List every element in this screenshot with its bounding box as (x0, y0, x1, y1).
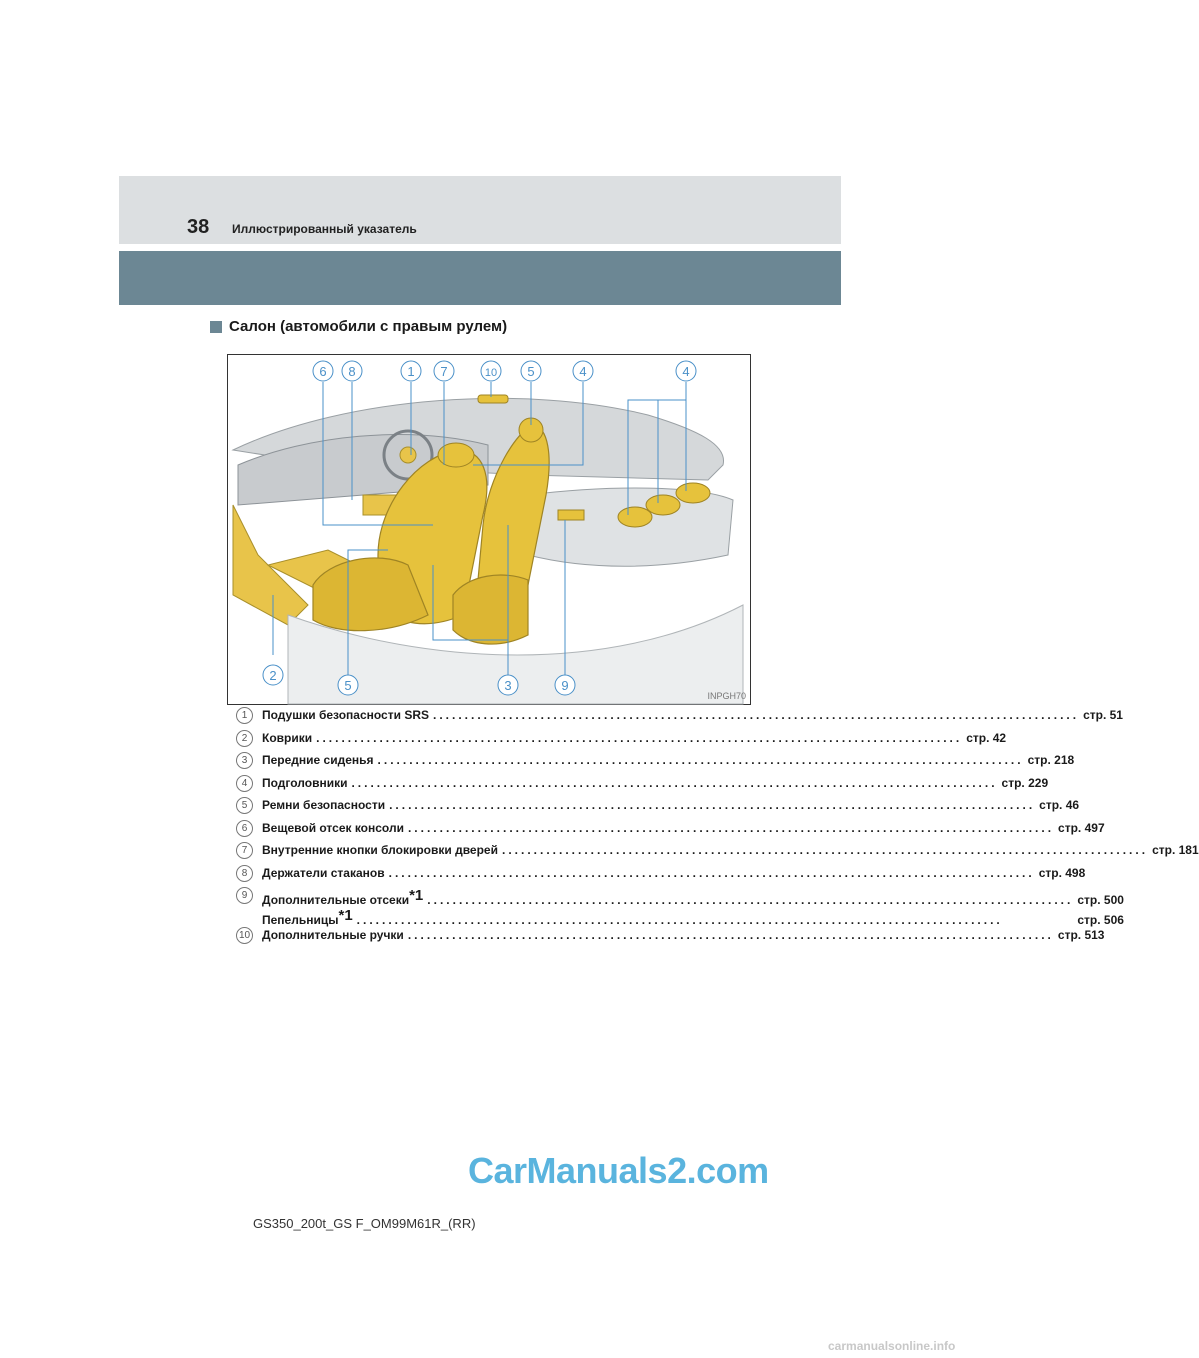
legend-label: Внутренние кнопки блокировки дверей (262, 843, 498, 857)
legend-dots: ...................................................................................................... (388, 865, 1035, 880)
legend-number: 3 (236, 752, 253, 769)
legend-item (236, 708, 1123, 731)
callout-5-bottom (338, 675, 358, 695)
callout-4-left (573, 361, 593, 381)
svg-text:7: 7 (440, 364, 448, 379)
legend-dots: ...................................................................................................... (351, 775, 998, 790)
interior-drawing (228, 355, 750, 704)
legend-item (236, 798, 1080, 821)
legend-label: Дополнительные отсеки*1 (262, 887, 424, 907)
svg-text:10: 10 (484, 367, 498, 379)
callout-4-right (676, 361, 696, 381)
legend-item (236, 820, 1105, 844)
legend-number: 9 (236, 887, 253, 904)
legend-item (236, 775, 1049, 799)
legend-dots: ...................................................................................................... (407, 820, 1055, 835)
footer-model-code: GS350_200t_GS F_OM99M61R_(RR) (253, 1216, 476, 1231)
callout-10 (481, 361, 501, 381)
svg-text:4: 4 (579, 364, 587, 379)
watermark-footer: carmanualsonline.info (828, 1339, 956, 1353)
callout-9 (555, 675, 575, 695)
legend-dots: ...................................................................................................... (407, 928, 1054, 942)
legend-dots: ...................................................................................................... (389, 798, 1036, 812)
legend-dots: ...................................................................................................... (427, 893, 1074, 907)
svg-text:2: 2 (269, 668, 277, 683)
legend-item (236, 887, 1124, 928)
legend-page: стр. 46 (1039, 798, 1080, 812)
callout-3 (498, 675, 518, 695)
svg-text:3: 3 (504, 678, 512, 693)
footnote-star: *1 (409, 887, 424, 904)
legend-number: 6 (236, 820, 253, 837)
legend-number: 7 (236, 842, 253, 859)
section-square-icon (210, 321, 222, 333)
legend-dots: ...................................................................................................... (356, 913, 1003, 927)
legend-page: стр. 500 (1077, 893, 1124, 907)
svg-text:4: 4 (682, 364, 690, 379)
legend-number: 2 (236, 730, 253, 747)
legend-page: стр. 229 (1001, 775, 1049, 790)
legend-page: стр. 51 (1083, 708, 1123, 722)
legend-page: стр. 42 (966, 730, 1007, 745)
callout-7 (434, 361, 454, 381)
legend-label: Держатели стаканов (262, 865, 385, 880)
legend-label: Подголовники (262, 775, 348, 790)
header-bar (119, 251, 841, 305)
svg-text:6: 6 (319, 364, 327, 379)
callout-6 (313, 361, 333, 381)
header-title: Иллюстрированный указатель (232, 222, 417, 236)
callout-1 (401, 361, 421, 381)
legend-page: стр. 498 (1038, 865, 1086, 880)
svg-text:5: 5 (344, 678, 352, 693)
legend-label: Коврики (262, 730, 313, 745)
legend-number: 5 (236, 797, 253, 814)
legend-item (236, 865, 1086, 889)
footnote-star: *1 (338, 907, 353, 924)
legend-page: стр. 497 (1058, 820, 1105, 835)
svg-text:8: 8 (348, 364, 356, 379)
legend-page: стр. 513 (1057, 928, 1105, 942)
legend-item (236, 928, 1105, 951)
legend-dots: ...................................................................................................... (501, 843, 1149, 857)
section-title (210, 318, 507, 335)
header-band (119, 176, 841, 244)
figure-code: INPGH70 (707, 691, 746, 701)
legend-number: 4 (236, 775, 253, 792)
svg-text:9: 9 (561, 678, 569, 693)
svg-text:5: 5 (527, 364, 535, 379)
legend-label: Передние сиденья (262, 753, 374, 767)
legend-page: стр. 218 (1027, 753, 1075, 767)
callout-2 (263, 665, 283, 685)
interior-illustration (227, 354, 751, 705)
legend-label: Пепельницы*1 (262, 907, 353, 927)
legend-item (236, 753, 1075, 776)
legend-dots: ...................................................................................................... (433, 708, 1080, 722)
legend-label: Ремни безопасности (262, 798, 386, 812)
callout-5-top (521, 361, 541, 381)
legend-list (236, 708, 1199, 951)
legend-label: Подушки безопасности SRS (262, 708, 429, 722)
legend-number: 10 (236, 927, 253, 944)
legend-page: стр. 181 (1152, 843, 1199, 857)
callout-8 (342, 361, 362, 381)
legend-label: Дополнительные ручки (262, 928, 404, 942)
legend-item (236, 730, 1007, 754)
legend-number: 1 (236, 707, 253, 724)
svg-text:1: 1 (407, 364, 415, 379)
legend-dots: ...................................................................................................... (377, 753, 1024, 767)
legend-item (236, 843, 1199, 866)
legend-label: Вещевой отсек консоли (262, 820, 404, 835)
legend-page: стр. 506 (1077, 913, 1124, 927)
watermark-logo: CarManuals2.com (468, 1150, 769, 1191)
legend-number: 8 (236, 865, 253, 882)
page-number: 38 (187, 216, 210, 238)
section-title-text: Салон (автомобили с правым рулем) (229, 318, 508, 335)
legend-dots: ...................................................................................................... (316, 730, 963, 745)
